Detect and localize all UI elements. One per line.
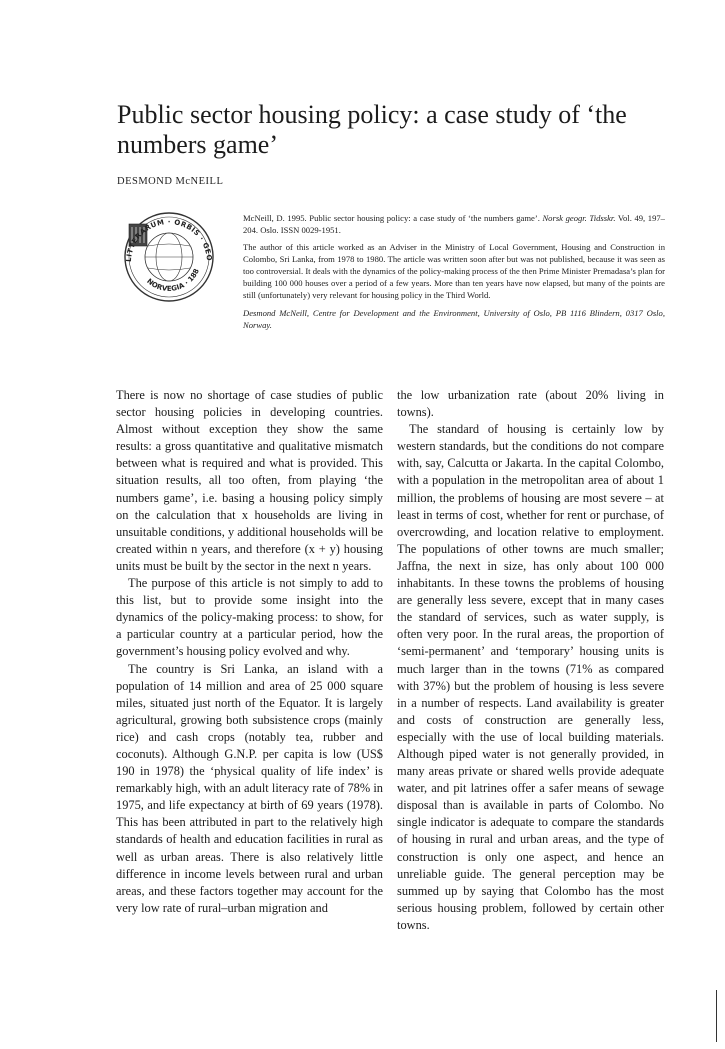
body-paragraph: The standard of housing is certainly low by western standards, but the conditions do not compare with, say, Calcutta or Jakarta. In the capital Colombo, with a population in the metropolitan area of about 1 million, the problems of housing are most severe – at least in terms of cost, whether for rent or purchase, of overcrowding, and location relative to employment. The populations of other towns are much smaller; Jaffna, the next in size, has only about 100 000 inhabitants. In these towns the problems of housing are generally less severe, except that in many cases the standard of services, such as water supply, is often very poor. In the rural areas, the proportion of ‘semi-permanent’ and ‘temporary’ housing units is much larger than in the towns (71% as compared with 37%) but the problem of housing is less severe in a number of respects. Land availability is greater and costs of construction are generally less, especially with the use of local building materials. Although piped water is not generally provided, in many areas private or shared wells provide adequate water, and pit latrines offer a safer means of sewage disposal than is available in parts of Colombo. No single indicator is adequate to compare the standards of housing in rural and urban areas, and the type of construction is only one aspect, and hence an unreliable guide. The general perception may be summed up by saying that Colombo has the most serious housing problem, followed by certain other towns.	[397, 422, 664, 932]
body-paragraph: The purpose of this article is not simply to add to this list, but to provide some insight into the dynamics of the policy-making process: to show, for a particular country at a particular period, how the government’s housing policy evolved and why.	[116, 576, 383, 659]
citation-text: McNeill, D. 1995. Public sector housing policy: a case study of ‘the numbers game’.	[243, 213, 543, 223]
page-edge-divider	[716, 990, 717, 1042]
body-paragraph: There is now no shortage of case studies of public sector housing policies in developing countries. Almost without exception they show the same results: a gross quantitative and qualitative mismatch between what is required and what is provided. This situation results, all too often, from playing ‘the numbers game’, i.e. basing a housing policy simply on the calculation that x households are living in unsuitable conditions, y additional households will be created within n years, and therefore (x + y) housing units must be built by the sector in the next n years.	[116, 388, 383, 573]
body-column-left	[116, 387, 383, 917]
article-author: DESMOND McNEILL	[117, 176, 224, 187]
society-seal-logo	[109, 210, 229, 304]
abstract-summary: The author of this article worked as an Adviser in the Ministry of Local Government, Housing and Construction in Colombo, Sri Lanka, from 1978 to 1980. The article was written soon after but was not published, because it was seen as too controversial. It deals with the dynamics of the policy-making process of the then Prime Minister Premadasa’s plan for building 100 000 houses over a period of a few years. More than ten years have now elapsed, but many of the points are still (unfortunately) very relevant for housing policy in the Third World.	[243, 242, 665, 300]
seal-bottom-text: NORVEGIA · 188	[145, 267, 201, 293]
seal-emblem-icon	[109, 210, 229, 304]
abstract-block	[243, 212, 665, 336]
citation-journal: Norsk geogr. Tidsskr.	[542, 213, 616, 223]
body-paragraph: The country is Sri Lanka, an island with a population of 14 million and area of 25 000 square miles, situated just north of the Equator. It is largely agricultural, growing both subsistence crops (mainly rice) and cash crops (notably tea, rubber and coconuts). Although G.N.P. per capita is low (US$ 190 in 1978) the ‘physical quality of life index’ is remarkably high, with an adult literacy rate of 78% in 1975, and life expectancy at birth of 69 years (1978). This has been attributed in part to the relatively high standards of health and education facilities in rural as well as urban areas. There is also relatively little difference in income levels between rural and urban areas, and these factors together may account for the very low rate of rural–urban migration and	[116, 661, 383, 915]
author-affiliation: Desmond McNeill, Centre for Development and the Environment, University of Oslo, PB 1116 Blindern, 0317 Oslo, Norway.	[243, 308, 665, 330]
citation-volume: Vol. 49, 197–204. Oslo. ISSN 0029-1951.	[243, 213, 665, 235]
citation	[243, 212, 665, 236]
body-column-right	[397, 387, 664, 934]
seal-top-text: LITTERARUM · ORBIS · GEO	[124, 217, 214, 263]
article-title: Public sector housing policy: a case study of ‘the numbers game’	[117, 100, 627, 159]
body-paragraph: the low urbanization rate (about 20% living in towns).	[397, 388, 664, 420]
